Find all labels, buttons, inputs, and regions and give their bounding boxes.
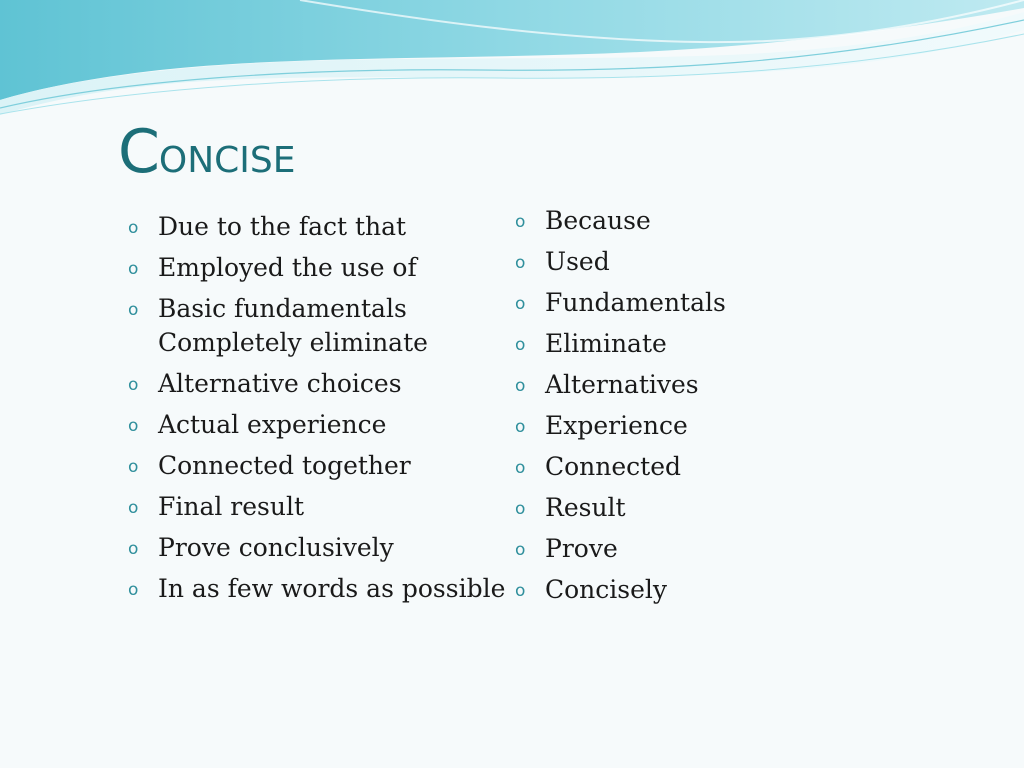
concise-word-item-text: Alternatives <box>545 370 699 399</box>
bullet-circle-icon: o <box>128 375 139 395</box>
wordy-phrase-item <box>128 531 498 565</box>
title-initial: C <box>118 117 159 187</box>
wordy-phrase-item-text: Connected together <box>158 451 411 480</box>
bullet-circle-icon: o <box>515 540 526 560</box>
wordy-phrases-list <box>128 210 506 613</box>
bullet-circle-icon: o <box>128 539 139 559</box>
bullet-circle-icon: o <box>128 457 139 477</box>
bullet-circle-icon: o <box>128 218 139 238</box>
concise-word-item <box>515 450 815 484</box>
concise-word-item-text: Result <box>545 493 626 522</box>
bullet-circle-icon: o <box>515 581 526 601</box>
concise-word-item-text: Used <box>545 247 610 276</box>
wordy-phrase-item-text: Employed the use of <box>158 253 417 282</box>
concise-word-item <box>515 532 815 566</box>
bullet-circle-icon: o <box>128 300 139 320</box>
wordy-phrase-item-text: Completely eliminate <box>158 328 428 357</box>
wave-decoration <box>0 0 1024 130</box>
bullet-circle-icon: o <box>515 335 526 355</box>
wordy-phrase-item <box>128 490 498 524</box>
bullet-circle-icon: o <box>128 580 139 600</box>
bullet-circle-icon: o <box>128 416 139 436</box>
concise-word-item <box>515 573 815 607</box>
wordy-phrase-item <box>128 408 498 442</box>
bullet-circle-icon: o <box>515 294 526 314</box>
wordy-phrase-item-text: Actual experience <box>158 410 387 439</box>
wordy-phrase-item-text: Due to the fact that <box>158 212 407 241</box>
wordy-phrase-item-text: Alternative choices <box>158 369 402 398</box>
bullet-circle-icon: o <box>515 458 526 478</box>
title-rest: ONCISE <box>158 140 296 181</box>
wordy-phrase-item <box>128 449 498 483</box>
bullet-circle-icon: o <box>128 498 139 518</box>
bullet-circle-icon: o <box>515 253 526 273</box>
bullet-circle-icon: o <box>515 417 526 437</box>
concise-word-item <box>515 286 815 320</box>
wordy-phrase-item-text: Final result <box>158 492 305 521</box>
concise-word-item-text: Experience <box>545 411 688 440</box>
concise-word-item-text: Prove <box>545 534 618 563</box>
wordy-phrase-item <box>128 251 498 285</box>
concise-word-item-text: Eliminate <box>545 329 667 358</box>
concise-word-item <box>515 204 815 238</box>
concise-word-item <box>515 409 815 443</box>
concise-word-item <box>515 245 815 279</box>
concise-word-item-text: Because <box>545 206 651 235</box>
concise-word-item <box>515 327 815 361</box>
concise-word-item-text: Fundamentals <box>545 288 726 317</box>
bullet-circle-icon: o <box>515 499 526 519</box>
concise-word-item <box>515 491 815 525</box>
wordy-phrase-item-text: In as few words as possible <box>158 574 506 603</box>
concise-words-list <box>515 204 815 614</box>
concise-word-item <box>515 368 815 402</box>
bullet-circle-icon: o <box>128 259 139 279</box>
wordy-phrase-item <box>128 210 498 244</box>
bullet-circle-icon: o <box>515 212 526 232</box>
wordy-phrase-item <box>128 292 498 360</box>
wordy-phrase-item-text: Prove conclusively <box>158 533 394 562</box>
slide-title <box>118 117 296 187</box>
concise-word-item-text: Connected <box>545 452 682 481</box>
bullet-circle-icon: o <box>515 376 526 396</box>
wordy-phrase-item <box>128 367 498 401</box>
wordy-phrase-item-text: Basic fundamentals <box>158 294 407 323</box>
concise-word-item-text: Concisely <box>545 575 668 604</box>
wordy-phrase-item <box>128 572 506 606</box>
